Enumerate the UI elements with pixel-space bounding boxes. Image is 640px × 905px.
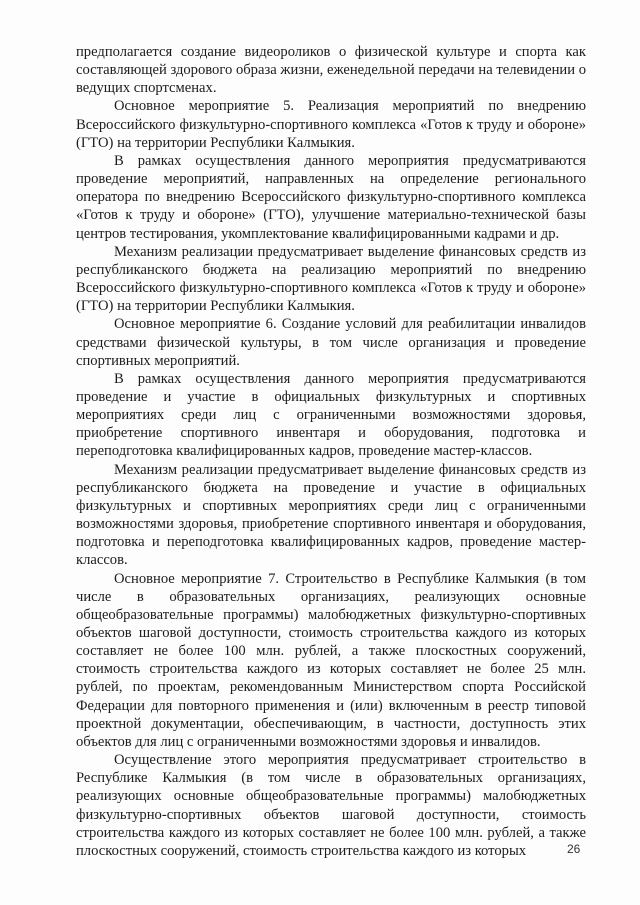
paragraph-measure-5-funding: Механизм реализации предусматривает выделение финансовых средств из республиканского бюджета на реализацию мероприятий по внедрению Всероссийского физкультурно-спортивного комплекса «Готов к труду и обороне» (ГТО) на территории Республики Калмыкия.	[76, 243, 586, 315]
paragraph-continuation: предполагается создание видеороликов о физической культуре и спорта как составляющей здорового образа жизни, еженедельной передачи на телевидении о ведущих спортсменах.	[76, 44, 586, 97]
paragraph-measure-5-title: Основное мероприятие 5. Реализация мероприятий по внедрению Всероссийского физкультурно-спортивного комплекса «Готов к труду и обороне» (ГТО) на территории Республики Калмыкия.	[76, 98, 586, 151]
paragraph-measure-6-scope: В рамках осуществления данного мероприятия предусматриваются проведение и участие в официальных физкультурных и спортивных мероприятиях среди лиц с ограниченными возможностями здоровья, приобретение спортивного инвентаря и оборудования, подготовка и переподготовка квалифицированных кадров, проведение мастер-классов.	[76, 370, 586, 460]
paragraph-measure-7-title: Основное мероприятие 7. Строительство в Республике Калмыкия (в том числе в образовательных организациях, реализующих основные общеобразовательные программы) малобюджетных физкультурно-спортивных объектов шаговой доступности, стоимость строительства каждого из которых составляет не более 100 млн. рублей, а также плоскостных сооружений, стоимость строительства каждого из которых составляет не более 25 млн. рублей, по проектам, рекомендованным Министерством спорта Российской Федерации для повторного применения и (или) включенным в реестр типовой проектной документации, обеспечивающим, в частности, доступность этих объектов для лиц с ограниченными возможностями здоровья и инвалидов.	[76, 570, 586, 750]
paragraph-measure-7-scope: Осуществление этого мероприятия предусматривает строительство в Республике Калмыкия (в том числе в образовательных организациях, реализующих основные общеобразовательные программы) малобюджетных физкультурно-спортивных объектов шаговой доступности, стоимость строительства каждого из которых составляет не более 100 млн. рублей, а также плоскостных сооружений, стоимость строительства каждого из которых	[76, 752, 586, 859]
page-number: 26	[567, 842, 581, 856]
paragraph-measure-5-scope: В рамках осуществления данного мероприятия предусматриваются проведение мероприятий, направленных на определение регионального оператора по внедрению Всероссийского физкультурно-спортивного комплекса «Готов к труду и обороне» (ГТО), улучшение материально-технической базы центров тестирования, укомплектование квалифицированными кадрами и др.	[76, 152, 586, 242]
paragraph-measure-6-funding: Механизм реализации предусматривает выделение финансовых средств из республиканского бюджета на проведение и участие в официальных физкультурных и спортивных мероприятиях среди лиц с ограниченными возможностями здоровья, приобретение спортивного инвентаря и оборудования, подготовка и переподготовка квалифицированных кадров, проведение мастер-классов.	[76, 461, 586, 569]
document-body	[76, 43, 586, 860]
paragraph-measure-6-title: Основное мероприятие 6. Создание условий для реабилитации инвалидов средствами физической культуры, в том числе организация и проведение спортивных мероприятий.	[76, 316, 586, 369]
